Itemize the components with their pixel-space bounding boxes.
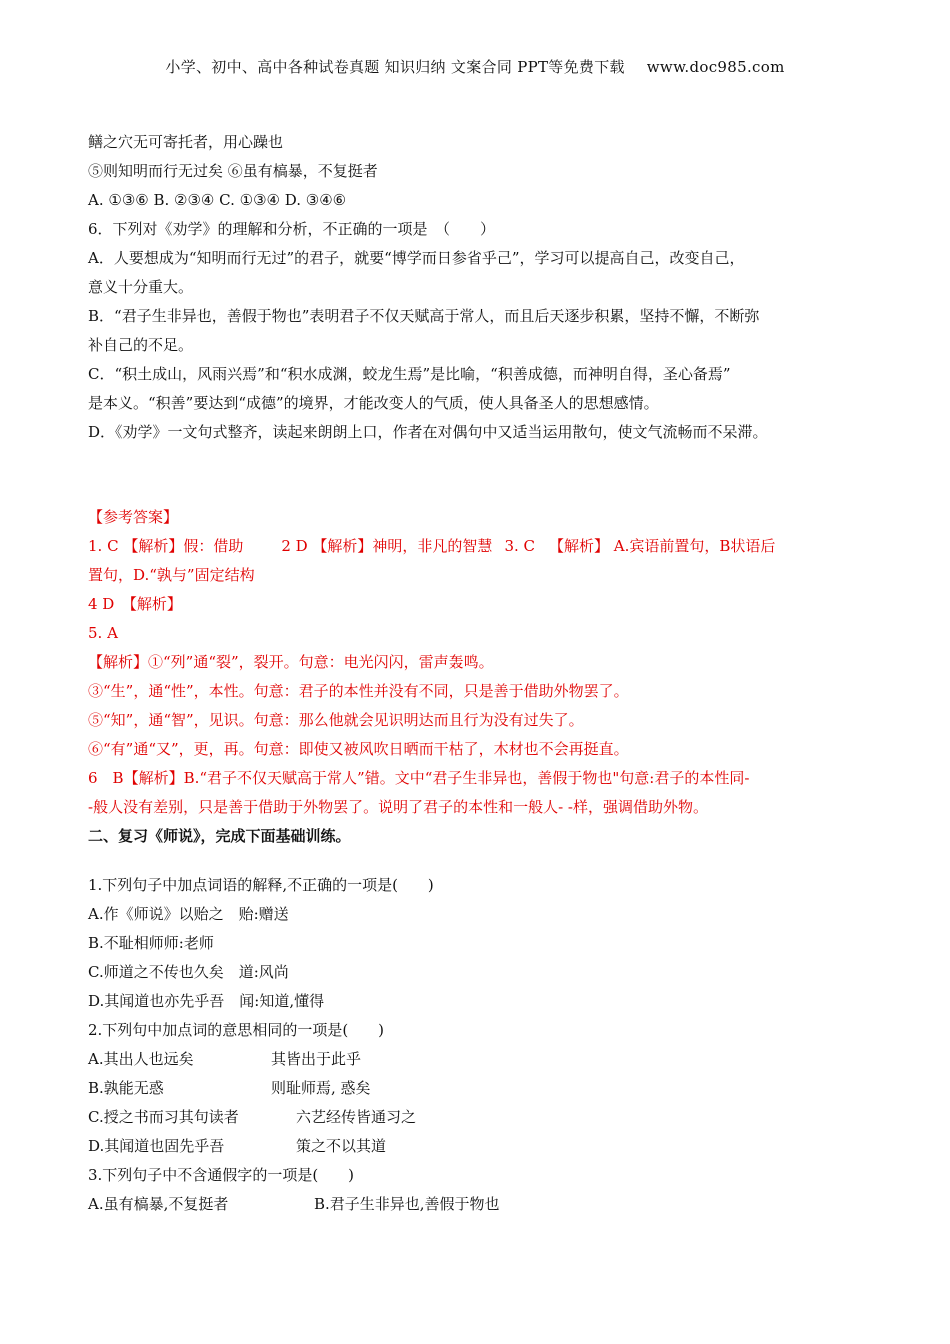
q2-option-a-right: 其皆出于此乎 [271, 1050, 362, 1068]
q2-option-c-left: C.授之书而习其句读者 [88, 1108, 239, 1126]
q2-option-d-right: 策之不以其道 [296, 1137, 387, 1155]
answer-3-analysis: 【解析】 A.宾语前置句，B状语后 [549, 537, 776, 555]
answers-heading: 【参考答案】 [88, 508, 179, 526]
q2-option-a [88, 1049, 362, 1069]
q2-option-c [88, 1107, 417, 1127]
header-site: www.doc985.com [646, 58, 785, 76]
header-text: 小学、初中、高中各种试卷真题 知识归纳 文案合同 PPT等免费下载 [165, 58, 625, 76]
q1-option-c: C.师道之不传也久矣 道:风尚 [88, 963, 289, 981]
answer-row [88, 536, 775, 556]
option-b-cont: 补自己的不足。 [88, 336, 194, 354]
answer-options: A. ①③⑥ B. ②③④ C. ①③④ D. ③④⑥ [88, 191, 347, 209]
question-line: ⑤则知明而行无过矣 ⑥虽有槁暴，不复挺者 [88, 162, 378, 180]
section-title: 二、复习《师说》，完成下面基础训练。 [88, 827, 351, 845]
page-header [0, 56, 950, 77]
answer-2: 2 D 【解析】神明，非凡的智慧 [281, 537, 493, 555]
answer-5-item: ⑥“有”通“又”，更，再。句意：即使又被风吹日晒而干枯了，木材也不会再挺直。 [88, 740, 629, 758]
option-a: A．人要想成为“知明而行无过”的君子，就要“博学而日参省乎己”，学习可以提高自己，改变自己， [88, 249, 745, 267]
q1-option-b: B.不耻相师师:老师 [88, 934, 214, 952]
q2-option-c-right: 六艺经传皆通习之 [296, 1108, 417, 1126]
q2-option-b-right: 则耻师焉, 惑矣 [271, 1079, 371, 1097]
question-6: 6．下列对《劝学》的理解和分析，不正确的一项是 （ ） [88, 220, 496, 238]
answer-3: 3. C [504, 537, 535, 555]
q2-option-b-left: B.孰能无惑 [88, 1079, 164, 1097]
answer-5: 5. A [88, 624, 118, 642]
question-line: 鳝之穴无可寄托者，用心躁也 [88, 133, 284, 151]
question-2: 2.下列句中加点词的意思相同的一项是( ) [88, 1021, 385, 1039]
answer-5-analysis: 【解析】①“列”通“裂”，裂开。句意：电光闪闪，雷声轰鸣。 [88, 653, 494, 671]
answer-5-item: ⑤“知”，通“智”，见识。句意：那么他就会见识明达而且行为没有过失了。 [88, 711, 584, 729]
option-c: C．“积土成山，风雨兴焉”和“积水成渊，蛟龙生焉”是比喻，“积善成德，而神明自得，圣心备焉” [88, 365, 731, 383]
answer-5-item: ③“生”，通“性”，本性。句意：君子的本性并没有不同，只是善于借助外物罢了。 [88, 682, 629, 700]
question-3: 3.下列句子中不含通假字的一项是( ) [88, 1166, 355, 1184]
q3-option-b: B.君子生非异也,善假于物也 [314, 1195, 500, 1213]
answer-6: 6 B【解析】B.“君子不仅天赋高于常人”错。文中“君子生非异也，善假于物也"句意:君子的本性同- [88, 769, 750, 787]
q2-option-d [88, 1136, 387, 1156]
option-c-cont: 是本义。“积善”要达到“成德”的境界，才能改变人的气质，使人具备圣人的思想感情。 [88, 394, 659, 412]
answer-3-cont: 置句，D.“孰与”固定结构 [88, 566, 255, 584]
q1-option-d: D.其闻道也亦先乎吾 闻:知道,懂得 [88, 992, 325, 1010]
q1-option-a: A.作《师说》以贻之 贻:赠送 [88, 905, 289, 923]
q2-option-d-left: D.其闻道也固先乎吾 [88, 1137, 225, 1155]
option-a-cont: 意义十分重大。 [88, 278, 194, 296]
answer-6-cont: -般人没有差别，只是善于借助于外物罢了。说明了君子的本性和一般人- -样，强调借助外物。 [88, 798, 708, 816]
q2-option-a-left: A.其出人也远矣 [88, 1050, 194, 1068]
answer-1: 1. C 【解析】假：借助 [88, 537, 244, 555]
q3-options [88, 1194, 500, 1214]
q3-option-a: A.虽有槁暴,不复挺者 [88, 1195, 229, 1213]
answer-4: 4 D 【解析】 [88, 595, 182, 613]
q2-option-b [88, 1078, 371, 1098]
option-d: D．《劝学》一文句式整齐，读起来朗朗上口，作者在对偶句中又适当运用散句，使文气流畅而不呆滞。 [88, 423, 768, 441]
question-1: 1.下列句子中加点词语的解释,不正确的一项是( ) [88, 876, 434, 894]
option-b: B．“君子生非异也，善假于物也”表明君子不仅天赋高于常人，而且后天逐步积累，坚持不懈，不断弥 [88, 307, 760, 325]
